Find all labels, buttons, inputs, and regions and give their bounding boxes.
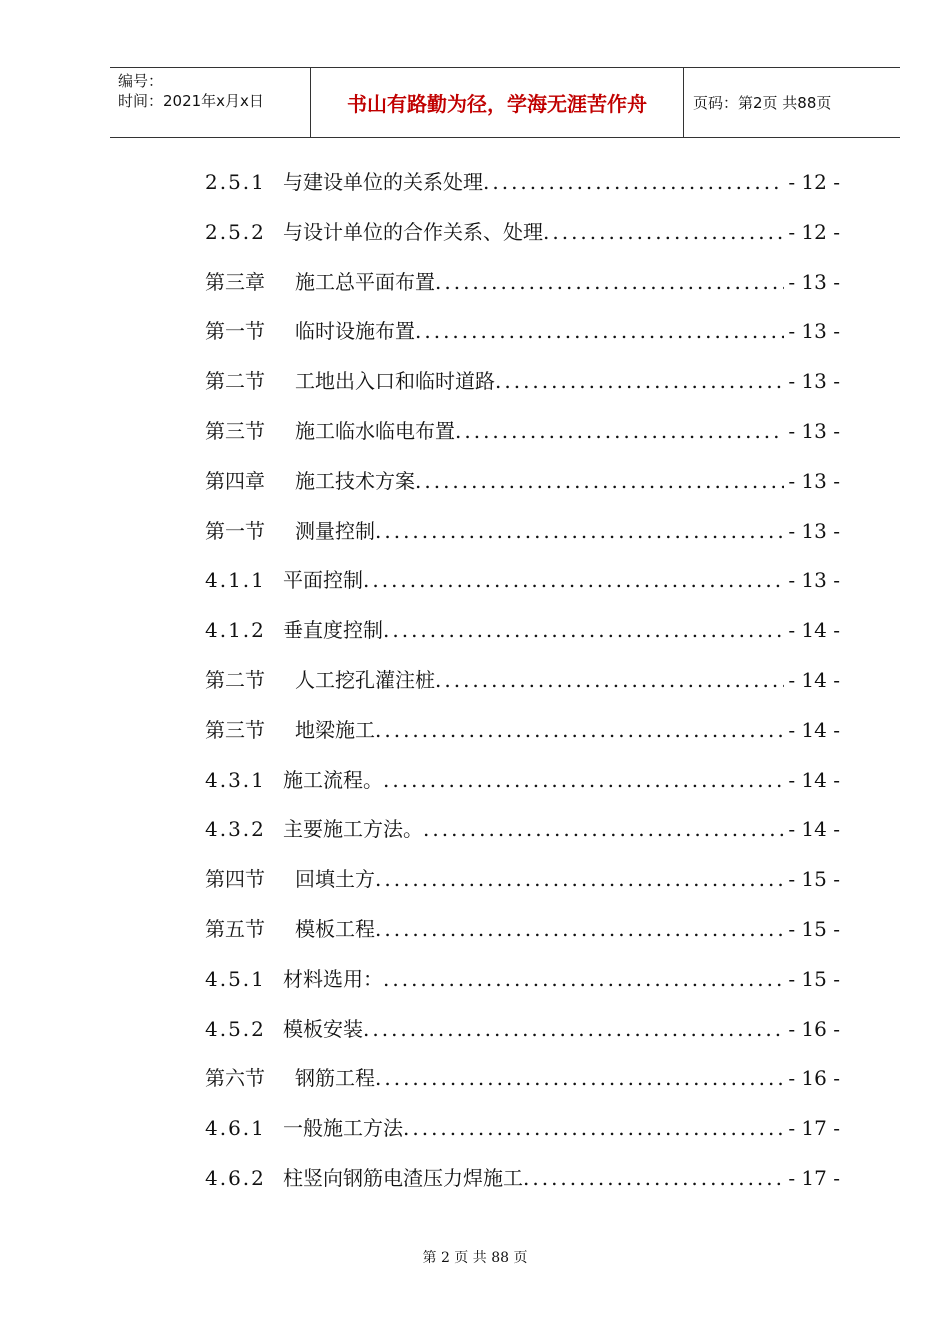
- toc-leader-dots: [375, 867, 784, 891]
- toc-leader-dots: [435, 668, 784, 692]
- toc-entry-page: - 15 -: [788, 867, 840, 892]
- toc-leader-dots: [375, 917, 784, 941]
- toc-entry-number: 4.6.2: [205, 1165, 266, 1190]
- toc-leader-dots: [495, 369, 784, 393]
- toc-entry-page: - 14 -: [788, 618, 840, 643]
- toc-leader-dots: [375, 1066, 784, 1090]
- toc-entry[interactable]: [205, 465, 840, 515]
- toc-entry-number: 第五节: [205, 916, 265, 941]
- toc-entry-number: 第四节: [205, 867, 265, 892]
- toc-entry-page: - 13 -: [788, 319, 840, 344]
- toc-entry-title: 工地出入口和临时道路: [295, 369, 495, 394]
- toc-entry-page: - 12 -: [788, 170, 840, 194]
- toc-entry-title: 施工总平面布置: [295, 269, 435, 294]
- toc-entry-number: 4.5.2: [205, 1016, 266, 1041]
- toc-entry-page: - 16 -: [788, 1066, 840, 1091]
- header-page-info: 页码：第2页 共88页: [693, 94, 832, 112]
- toc-leader-dots: [415, 319, 784, 343]
- toc-leader-dots: [375, 718, 784, 742]
- toc-leader-dots: [363, 568, 784, 592]
- toc-entry-title: 柱竖向钢筋电渣压力焊施工: [283, 1165, 523, 1190]
- toc-leader-dots: [523, 1166, 784, 1190]
- toc-entry-title: 垂直度控制: [283, 618, 383, 643]
- toc-entry[interactable]: [205, 813, 840, 863]
- toc-entry-number: 2.5.2: [205, 219, 266, 244]
- time-label: 时间：2021年x月x日: [118, 92, 264, 110]
- toc-entry[interactable]: [205, 764, 840, 814]
- toc-entry-page: - 12 -: [788, 219, 840, 244]
- toc-entry-number: 第二节: [205, 667, 265, 692]
- toc-entry-page: - 16 -: [788, 1016, 840, 1041]
- header-meta: [118, 71, 308, 111]
- toc-entry-title: 与设计单位的合作关系、处理: [283, 219, 543, 244]
- toc-entry-title: 地梁施工: [295, 717, 375, 742]
- toc-entry[interactable]: [205, 415, 840, 465]
- toc-entry-number: 第二节: [205, 369, 265, 394]
- toc-entry-number: 4.5.1: [205, 966, 266, 991]
- toc-leader-dots: [363, 1017, 784, 1041]
- toc-entry[interactable]: [205, 166, 840, 216]
- toc-entry-title: 施工流程。: [283, 767, 383, 792]
- toc-entry-page: - 14 -: [788, 817, 840, 842]
- toc-entry-number: 4.1.1: [205, 568, 266, 593]
- toc-entry[interactable]: [205, 1013, 840, 1063]
- toc-entry[interactable]: [205, 963, 840, 1013]
- toc-entry-title: 主要施工方法。: [283, 817, 423, 842]
- toc-entry-title: 施工技术方案: [295, 468, 415, 493]
- toc-leader-dots: [423, 817, 784, 841]
- toc-entry-page: - 17 -: [788, 1165, 840, 1190]
- toc-entry-page: - 13 -: [788, 369, 840, 394]
- toc-entry-title: 模板工程: [295, 916, 375, 941]
- toc-entry-page: - 14 -: [788, 667, 840, 692]
- toc-entry-number: 第一节: [205, 518, 265, 543]
- toc-entry-number: 第三章: [205, 269, 265, 294]
- toc-entry-title: 材料选用：: [283, 966, 383, 991]
- toc-entry-number: 第三节: [205, 717, 265, 742]
- page-header: [110, 67, 900, 138]
- toc-entry-page: - 13 -: [788, 418, 840, 443]
- toc-entry[interactable]: [205, 1162, 840, 1212]
- toc-entry[interactable]: [205, 315, 840, 365]
- toc-leader-dots: [375, 519, 784, 543]
- toc-leader-dots: [483, 170, 784, 194]
- toc-entry[interactable]: [205, 1062, 840, 1112]
- toc-entry-title: 临时设施布置: [295, 319, 415, 344]
- toc-entry[interactable]: [205, 216, 840, 266]
- toc-entry-page: - 13 -: [788, 468, 840, 493]
- toc-entry-number: 第四章: [205, 468, 265, 493]
- toc-entry[interactable]: [205, 863, 840, 913]
- toc-leader-dots: [543, 220, 784, 244]
- toc-leader-dots: [435, 270, 784, 294]
- toc-entry-title: 施工临水临电布置: [295, 418, 455, 443]
- toc-entry-page: - 13 -: [788, 568, 840, 593]
- toc-entry-number: 4.1.2: [205, 618, 266, 643]
- table-of-contents: [205, 166, 840, 1212]
- toc-entry-title: 测量控制: [295, 518, 375, 543]
- toc-entry-title: 一般施工方法: [283, 1116, 403, 1141]
- toc-leader-dots: [383, 768, 784, 792]
- toc-entry[interactable]: [205, 1112, 840, 1162]
- toc-leader-dots: [383, 618, 784, 642]
- toc-entry[interactable]: [205, 664, 840, 714]
- header-divider: [683, 68, 684, 137]
- toc-entry[interactable]: [205, 614, 840, 664]
- toc-entry-page: - 15 -: [788, 916, 840, 941]
- toc-entry[interactable]: [205, 714, 840, 764]
- toc-entry-page: - 13 -: [788, 269, 840, 294]
- toc-entry-page: - 14 -: [788, 717, 840, 742]
- toc-entry-number: 4.6.1: [205, 1116, 266, 1141]
- toc-entry-number: 4.3.1: [205, 767, 266, 792]
- toc-entry[interactable]: [205, 564, 840, 614]
- page-footer: 第 2 页 共 88 页: [422, 1250, 528, 1266]
- toc-entry-number: 第三节: [205, 418, 265, 443]
- toc-entry[interactable]: [205, 365, 840, 415]
- toc-entry-number: 第一节: [205, 319, 265, 344]
- toc-entry-title: 模板安装: [283, 1016, 363, 1041]
- toc-leader-dots: [415, 469, 784, 493]
- toc-entry[interactable]: [205, 266, 840, 316]
- toc-leader-dots: [383, 967, 784, 991]
- toc-entry-page: - 14 -: [788, 767, 840, 792]
- toc-entry-title: 回填土方: [295, 867, 375, 892]
- toc-entry[interactable]: [205, 515, 840, 565]
- toc-entry-title: 平面控制: [283, 568, 363, 593]
- toc-entry-title: 与建设单位的关系处理: [283, 170, 483, 194]
- toc-entry[interactable]: [205, 913, 840, 963]
- toc-leader-dots: [455, 419, 784, 443]
- toc-entry-number: 2.5.1: [205, 170, 266, 194]
- toc-entry-title: 人工挖孔灌注桩: [295, 667, 435, 692]
- header-motto: 书山有路勤为径，学海无涯苦作舟: [347, 92, 647, 116]
- toc-entry-page: - 17 -: [788, 1116, 840, 1141]
- toc-leader-dots: [403, 1116, 784, 1140]
- toc-entry-number: 4.3.2: [205, 817, 266, 842]
- toc-entry-title: 钢筋工程: [295, 1066, 375, 1091]
- serial-label: 编号：: [118, 72, 164, 90]
- toc-entry-page: - 13 -: [788, 518, 840, 543]
- toc-entry-number: 第六节: [205, 1066, 265, 1091]
- toc-entry-page: - 15 -: [788, 966, 840, 991]
